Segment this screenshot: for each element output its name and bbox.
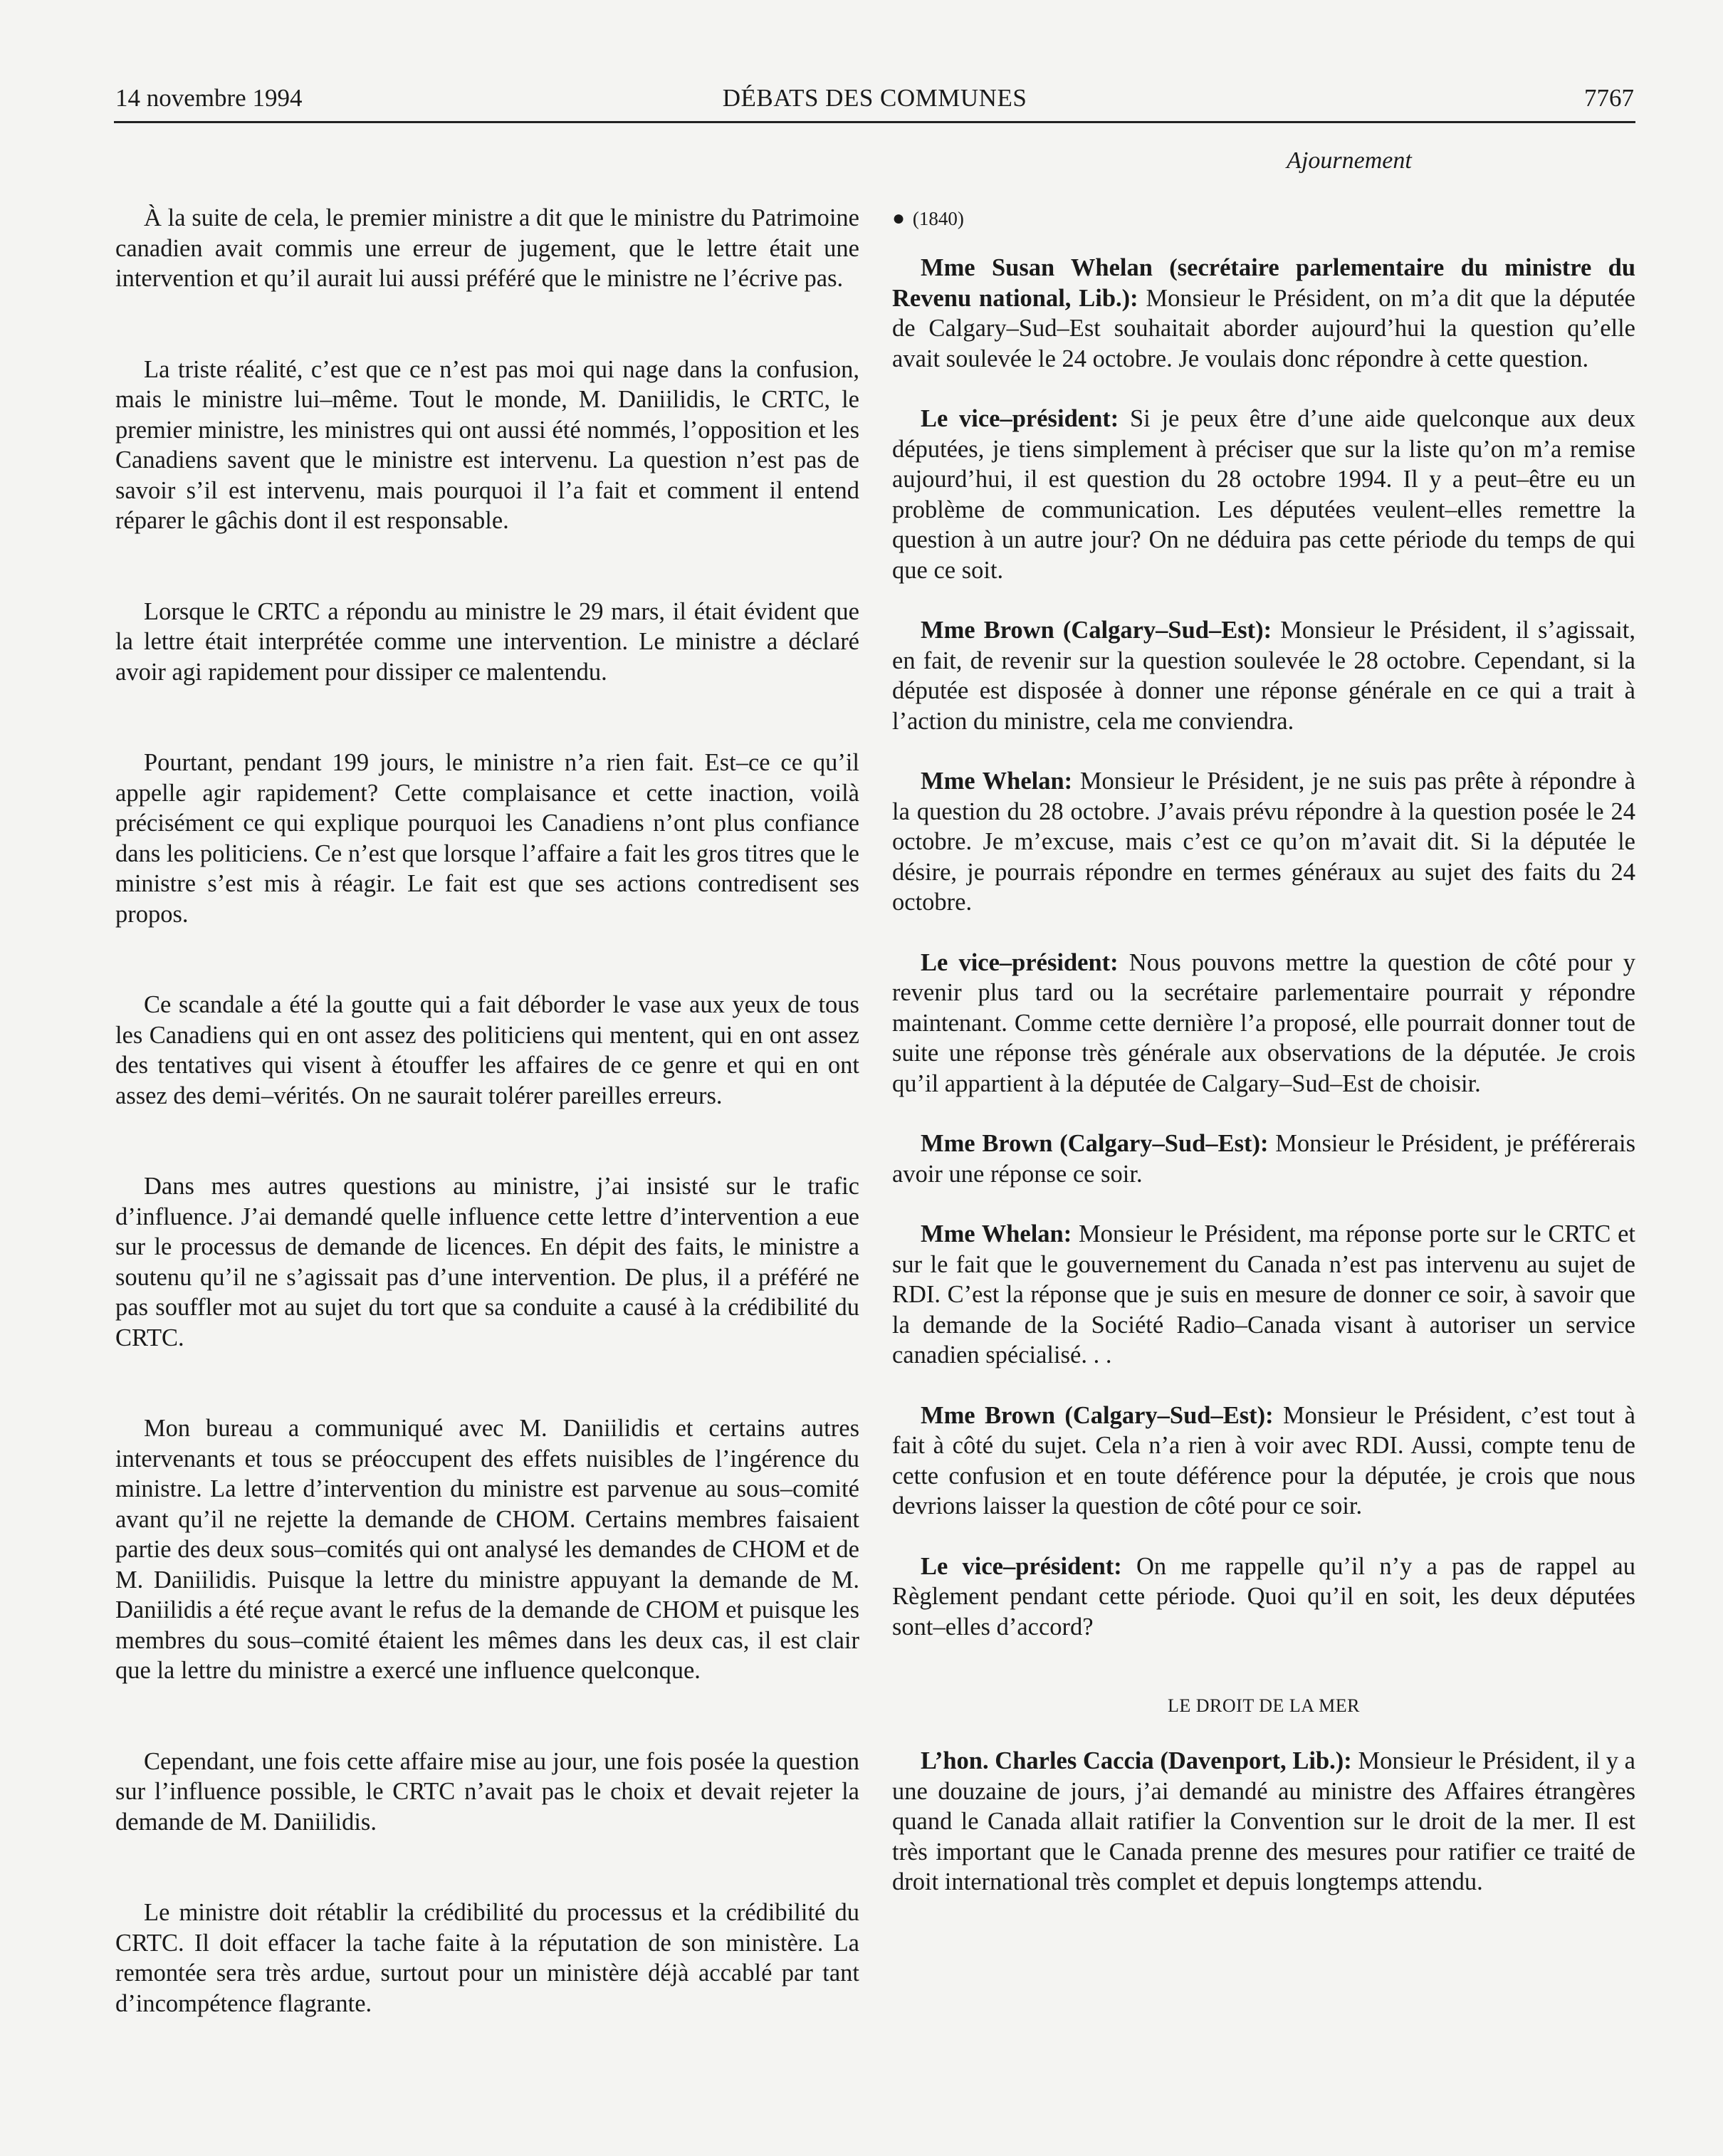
speech (892, 1401, 1635, 1522)
paragraph: La triste réalité, c’est que ce n’est pas moi qui nage dans la confusion, mais le ministre lui–même. Tout le monde, M. Daniilidis, le CRTC, le premier ministre, les ministres qui ont aussi été nommés, l’opposition et les Canadiens savent que le ministre est intervenu. La question n’est pas de savoir s’il est intervenu, mais pourquoi il l’a fait et comment il entend réparer le gâchis dont il est responsable. (115, 355, 859, 534)
header-rule (114, 121, 1635, 123)
speech-text: Monsieur le Président, on m’a dit que la députée de Calgary–Sud–Est souhaitait aborder aujourd’hui la question qu’elle avait soulevée le 24 octobre. Je voulais donc répondre à cette question. (892, 284, 1635, 372)
speech-text: Monsieur le Président, c’est tout à fait à côté du sujet. Cela n’a rien à voir avec RDI. Aussi, compte tenu de cette confusion et en toute déférence pour la députée, je crois que nous devrions laisser la question de côté pour ce soir. (892, 1401, 1635, 1519)
speech-text: Monsieur le Président, il y a une douzaine de jours, j’ai demandé au ministre des Affaires étrangères quand le Canada allait ratifier la Convention sur le droit de la mer. Il est très important que le Canada prenne des mesures pour ratifier ce traité de droit international très complet et depuis longtemps attendu. (892, 1747, 1635, 1895)
paragraph: Dans mes autres questions au ministre, j’ai insisté sur le trafic d’influence. J’ai demandé quelle influence cette lettre d’intervention a eue sur le processus de demande de licences. En dépit des faits, le ministre a soutenu qu’il ne s’agissait pas d’une intervention. De plus, il a préféré ne pas souffler mot au sujet du tort que sa conduite a causé à la crédibilité du CRTC. (115, 1173, 859, 1351)
paragraph: Cependant, une fois cette affaire mise au jour, une fois posée la question sur l’influence possible, le CRTC n’avait pas le choix et devait rejeter la demande de M. Daniilidis. (115, 1747, 859, 1836)
speaker-name: Mme Whelan: (921, 768, 1073, 795)
header-date: 14 novembre 1994 (115, 84, 303, 112)
paragraph: À la suite de cela, le premier ministre a dit que le ministre du Patrimoine canadien avait commis une erreur de jugement, que le lettre était une intervention et qu’il aurait lui aussi préféré que le ministre ne l’écrive pas. (115, 204, 859, 292)
speaker-name: Le vice–président: (921, 405, 1119, 432)
left-column (115, 146, 859, 2019)
timestamp-value: (1840) (912, 208, 964, 229)
speech-text: On me rappelle qu’il n’y a pas de rappel au Règlement pendant cette période. Quoi qu’il en soit, les deux députées sont–elles d’accord? (892, 1552, 1635, 1640)
speech-text: Si je peux être d’une aide quelconque aux deux députées, je tiens simplement à préciser que sur la liste qu’on m’a remise aujourd’hui, il est question du 28 octobre 1994. Il y a peut–être eu un problème de communication. Les députées veulent–elles remettre la question à un autre jour? On ne déduira pas cette période du temps de qui que ce soit. (892, 405, 1636, 584)
speech (892, 1219, 1635, 1371)
speech (892, 1129, 1635, 1189)
speaker-name: Mme Brown (Calgary–Sud–Est): (921, 1130, 1269, 1157)
paragraph: Pourtant, pendant 199 jours, le ministre n’a rien fait. Est–ce ce qu’il appelle agir rapidement? Cette complaisance et cette inaction, voilà précisément ce qui explique pourquoi les Canadiens n’ont plus confiance dans les politiciens. Ce n’est que lorsque l’affaire a fait les gros titres que le ministre s’est mis à réagir. Le fait est que ses actions contredisent ses propos. (115, 749, 859, 928)
speaker-name: Le vice–président: (921, 1552, 1122, 1580)
speech-text: Monsieur le Président, ma réponse porte sur le CRTC et sur le fait que le gouvernement du Canada n’est pas intervenu au sujet de RDI. C’est la réponse que je suis en mesure de donner ce soir, à savoir que la demande de la Société Radio–Canada visant à autoriser un service canadien spécialisé. . . (892, 1220, 1635, 1369)
speech-text: Nous pouvons mettre la question de côté pour y revenir plus tard ou la secrétaire parlementaire pourrait y répondre maintenant. Comme cette dernière l’a proposé, elle pourrait donner tout de suite une réponse très générale aux observations de la députée. Je crois qu’il appartient à la députée de Calgary–Sud–Est de choisir. (892, 948, 1635, 1097)
bullet-icon: ● (892, 206, 906, 230)
speech-text: Monsieur le Président, je préférerais avoir une réponse ce soir. (892, 1130, 1635, 1188)
page-header (115, 77, 1634, 120)
timestamp (892, 204, 1635, 233)
speaker-name: L’hon. Charles Caccia (Davenport, Lib.): (921, 1747, 1352, 1774)
section-subheading: LE DROIT DE LA MER (1168, 1695, 1360, 1716)
speech (892, 615, 1635, 736)
speech (892, 1746, 1635, 1898)
speaker-name: Mme Brown (Calgary–Sud–Est): (921, 617, 1272, 644)
speaker-name: Mme Susan Whelan (secrétaire parlementaire du ministre du Revenu national, Lib.): (892, 254, 1635, 312)
speech (892, 404, 1635, 585)
header-title: DÉBATS DES COMMUNES (722, 84, 1027, 112)
speaker-name: Le vice–président: (921, 948, 1119, 976)
speech (892, 948, 1635, 1099)
speech (892, 766, 1635, 918)
speaker-name: Mme Brown (Calgary–Sud–Est): (921, 1401, 1274, 1429)
right-column (892, 146, 1635, 1898)
header-page-number: 7767 (1584, 84, 1634, 112)
paragraph: Le ministre doit rétablir la crédibilité du processus et la crédibilité du CRTC. Il doit effacer la tache faite à la réputation de son ministère. La remontée sera très ardue, surtout pour un ministère déjà accablé par tant d’incompétence flagrante. (115, 1899, 859, 2017)
speaker-name: Mme Whelan: (921, 1220, 1072, 1247)
paragraph: Mon bureau a communiqué avec M. Daniilidis et certains autres intervenants et tous se préoccupent des effets nuisibles de l’ingérence du ministre. La lettre d’intervention du ministre est parvenue au sous–comité avant qu’il ne rejette la demande de CHOM. Certains membres faisaient partie des deux sous–comités qui ont analysé les demandes de CHOM et de M. Daniilidis. Puisque la lettre du ministre appuyant la demande de M. Daniilidis a été reçue avant le refus de la demande de CHOM et puisque les membres du sous–comité étaient les mêmes dans les deux cas, il est clair que la lettre du ministre a exercé une influence quelconque. (115, 1415, 859, 1684)
paragraph: Lorsque le CRTC a répondu au ministre le 29 mars, il était évident que la lettre était interprétée comme une intervention. Le ministre a déclaré avoir agi rapidement pour dissiper ce malentendu. (115, 597, 859, 686)
paragraph: Ce scandale a été la goutte qui a fait déborder le vase aux yeux de tous les Canadiens qui en ont assez des politiciens qui mentent, qui en ont assez des tentatives qui visent à étouffer les affaires de ce genre et qui en ont assez des demi–vérités. On ne saurait tolérer pareilles erreurs. (115, 991, 859, 1109)
section-label: Ajournement (1287, 147, 1412, 174)
speech-text: Monsieur le Président, il s’agissait, en fait, de revenir sur la question soulevée le 28 octobre. Cependant, si la députée est disposée à donner une réponse générale en ce qui a trait à l’action du ministre, cela me conviendra. (892, 617, 1635, 735)
speech (892, 1551, 1635, 1643)
speech-text: Monsieur le Président, je ne suis pas prête à répondre à la question du 28 octobre. J’avais prévu répondre à la question posée le 24 octobre. Je m’excuse, mais c’est ce qu’on m’avait dit. Si la députée le désire, je pourrais répondre en termes généraux au sujet des faits du 24 octobre. (892, 768, 1635, 916)
speech (892, 253, 1635, 374)
